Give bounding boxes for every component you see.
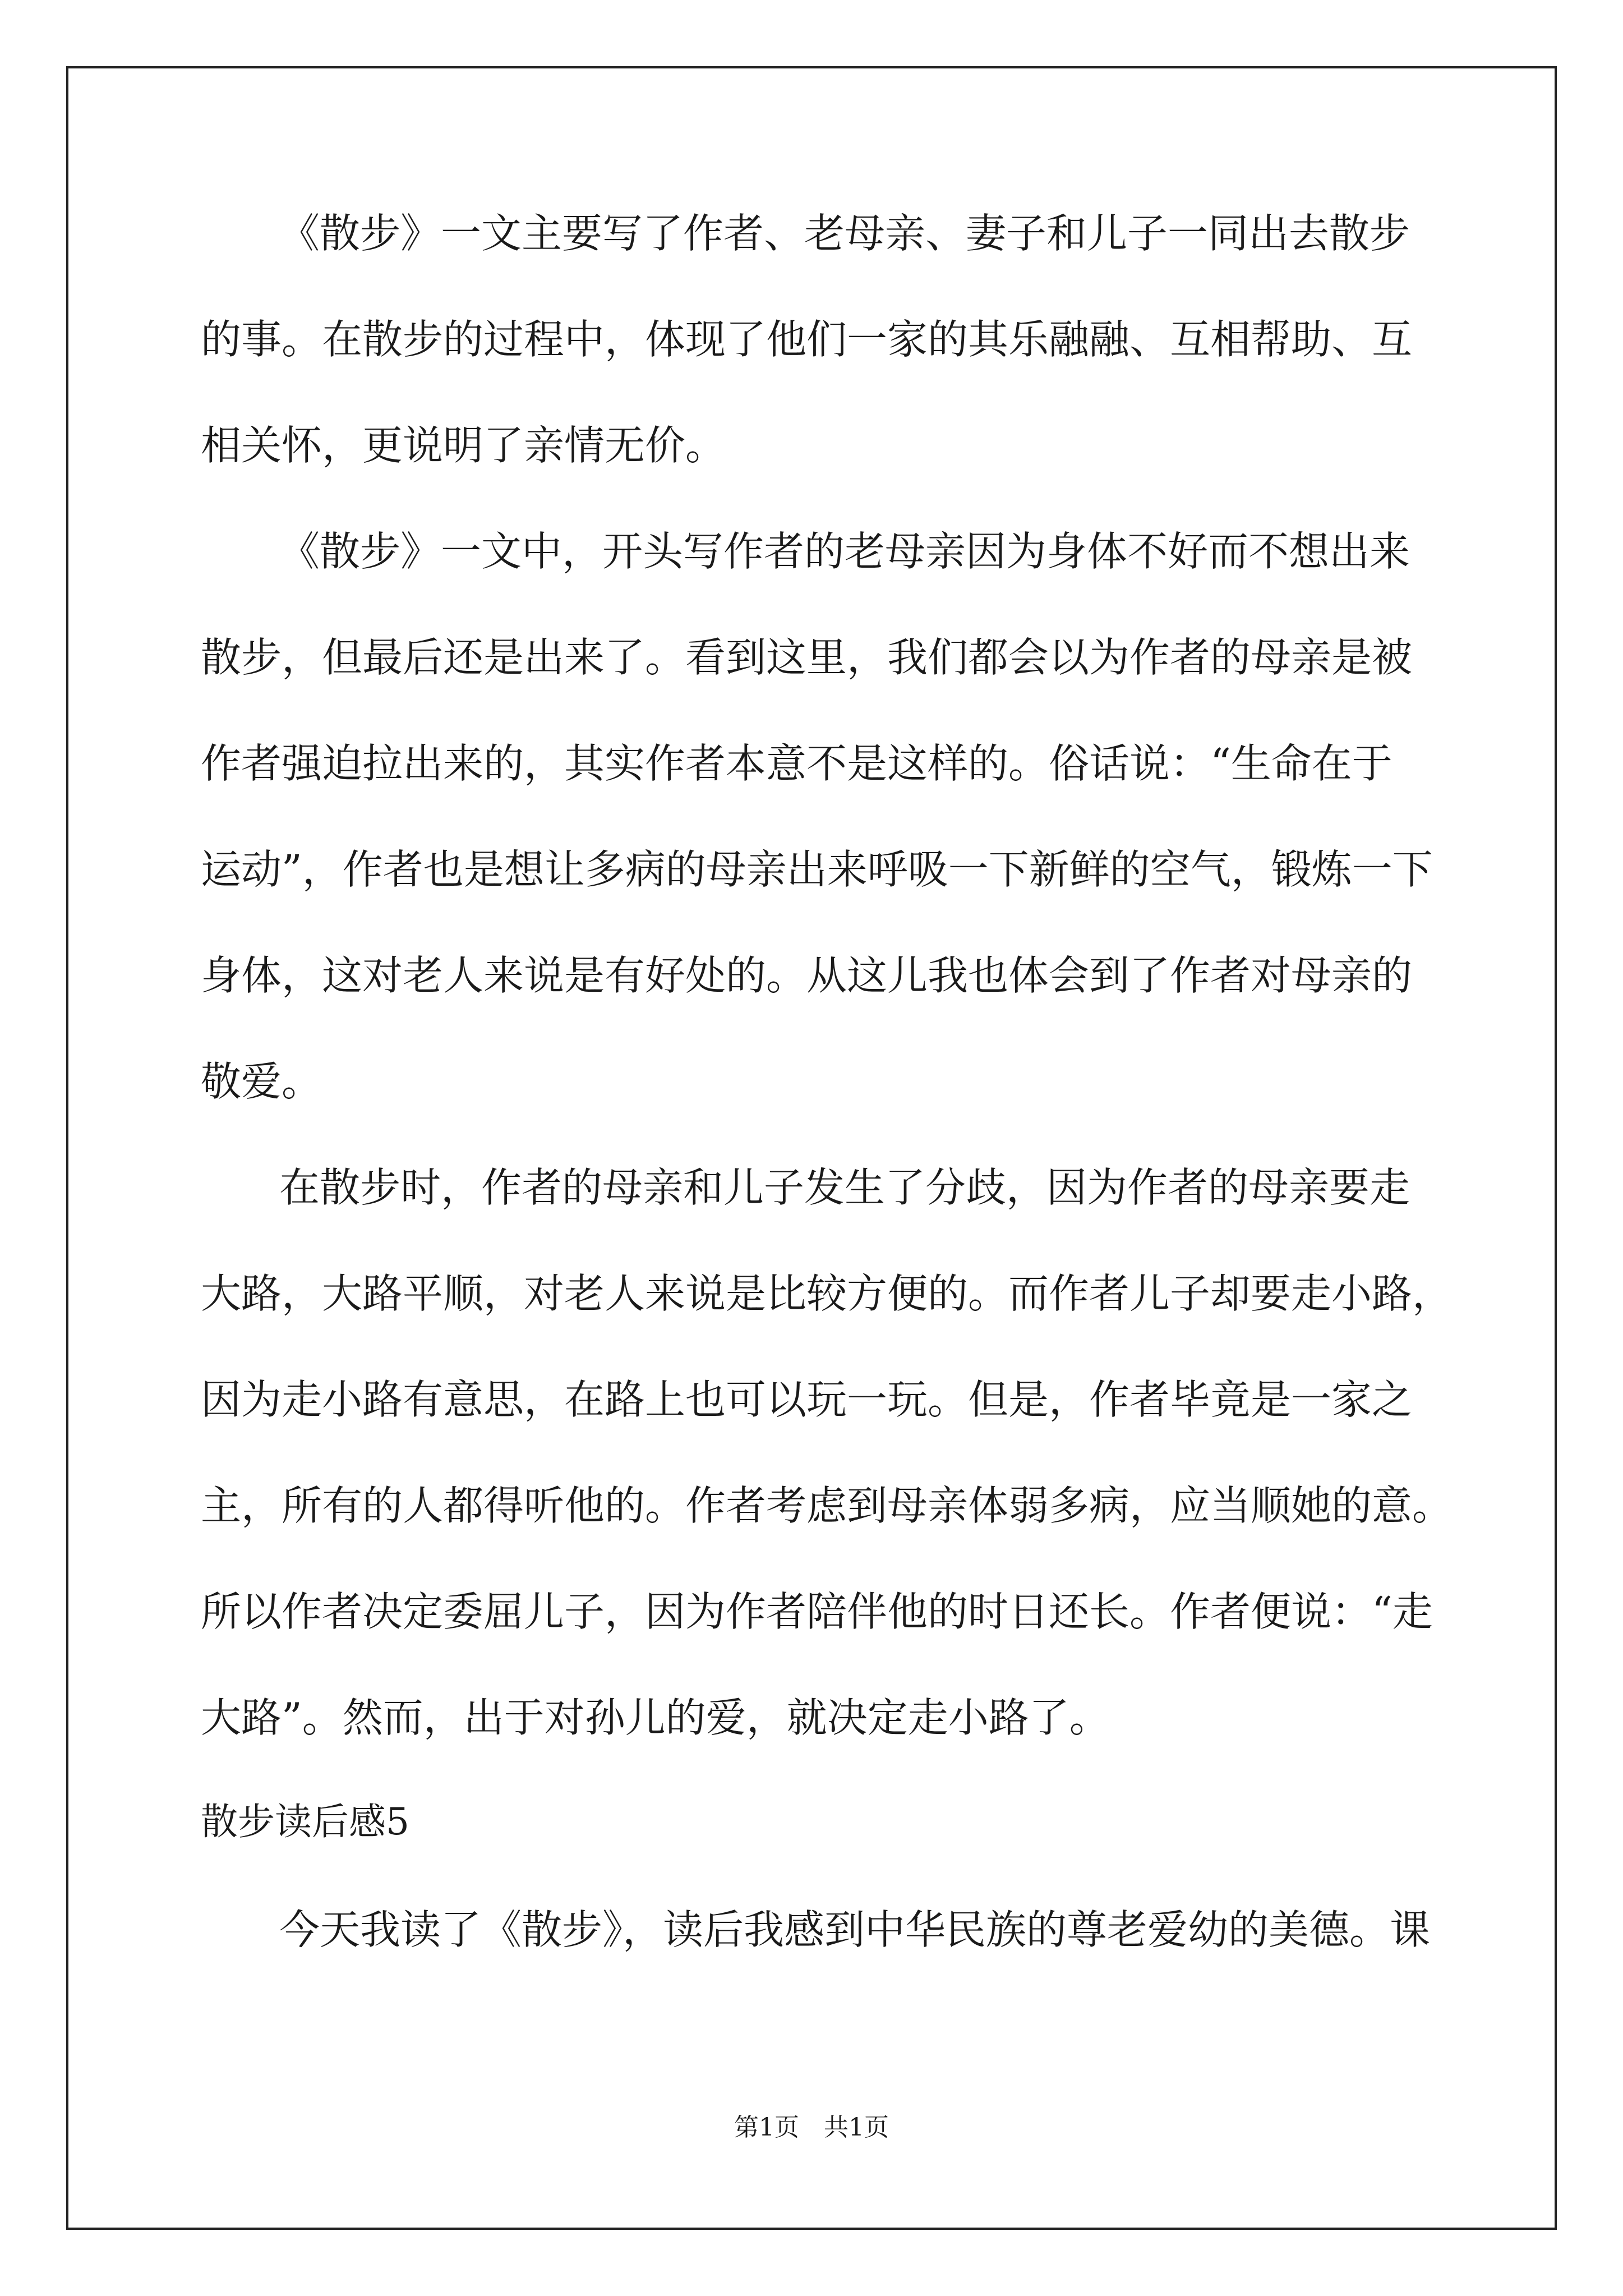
paragraph-line: 散步，但最后还是出来了。看到这里，我们都会以为作者的母亲是被 (201, 634, 1413, 681)
paragraph-line: 《散步》一文主要写了作者、老母亲、妻子和儿子一同出去散步 (279, 210, 1410, 257)
paragraph-line: 身体，这对老人来说是有好处的。从这儿我也体会到了作者对母亲的 (201, 952, 1413, 999)
paragraph-line: 大路”。然而，出于对孙儿的爱，就决定走小路了。 (201, 1694, 1110, 1741)
paragraph-line: 敬爱。 (201, 1058, 322, 1105)
page-footer: 第1页 共1页 (734, 2113, 889, 2142)
section-heading: 散步读后感5 (201, 1800, 409, 1843)
paragraph-line: 今天我读了《散步》，读后我感到中华民族的尊老爱幼的美德。课 (279, 1906, 1431, 1953)
paragraph-line: 大路，大路平顺，对老人来说是比较方便的。而作者儿子却要走小路， (201, 1270, 1453, 1317)
paragraph-line: 《散步》一文中，开头写作者的老母亲因为身体不好而不想出来 (279, 528, 1410, 575)
paragraph-line: 所以作者决定委屈儿子，因为作者陪伴他的时日还长。作者便说：“走 (201, 1588, 1433, 1635)
paragraph-line: 运动”，作者也是想让多病的母亲出来呼吸一下新鲜的空气，锻炼一下 (201, 846, 1433, 893)
paragraph-line: 在散步时，作者的母亲和儿子发生了分歧，因为作者的母亲要走 (279, 1164, 1410, 1211)
paragraph-line: 主，所有的人都得听他的。作者考虑到母亲体弱多病，应当顺她的意。 (201, 1482, 1453, 1529)
paragraph-line: 的事。在散步的过程中，体现了他们一家的其乐融融、互相帮助、互 (201, 316, 1413, 363)
paragraph-line: 作者强迫拉出来的，其实作者本意不是这样的。俗话说：“生命在于 (201, 740, 1393, 787)
document-body (201, 210, 1453, 2016)
paragraph-line: 因为走小路有意思，在路上也可以玩一玩。但是，作者毕竟是一家之 (201, 1376, 1413, 1423)
paragraph-line: 相关怀，更说明了亲情无价。 (201, 422, 726, 469)
